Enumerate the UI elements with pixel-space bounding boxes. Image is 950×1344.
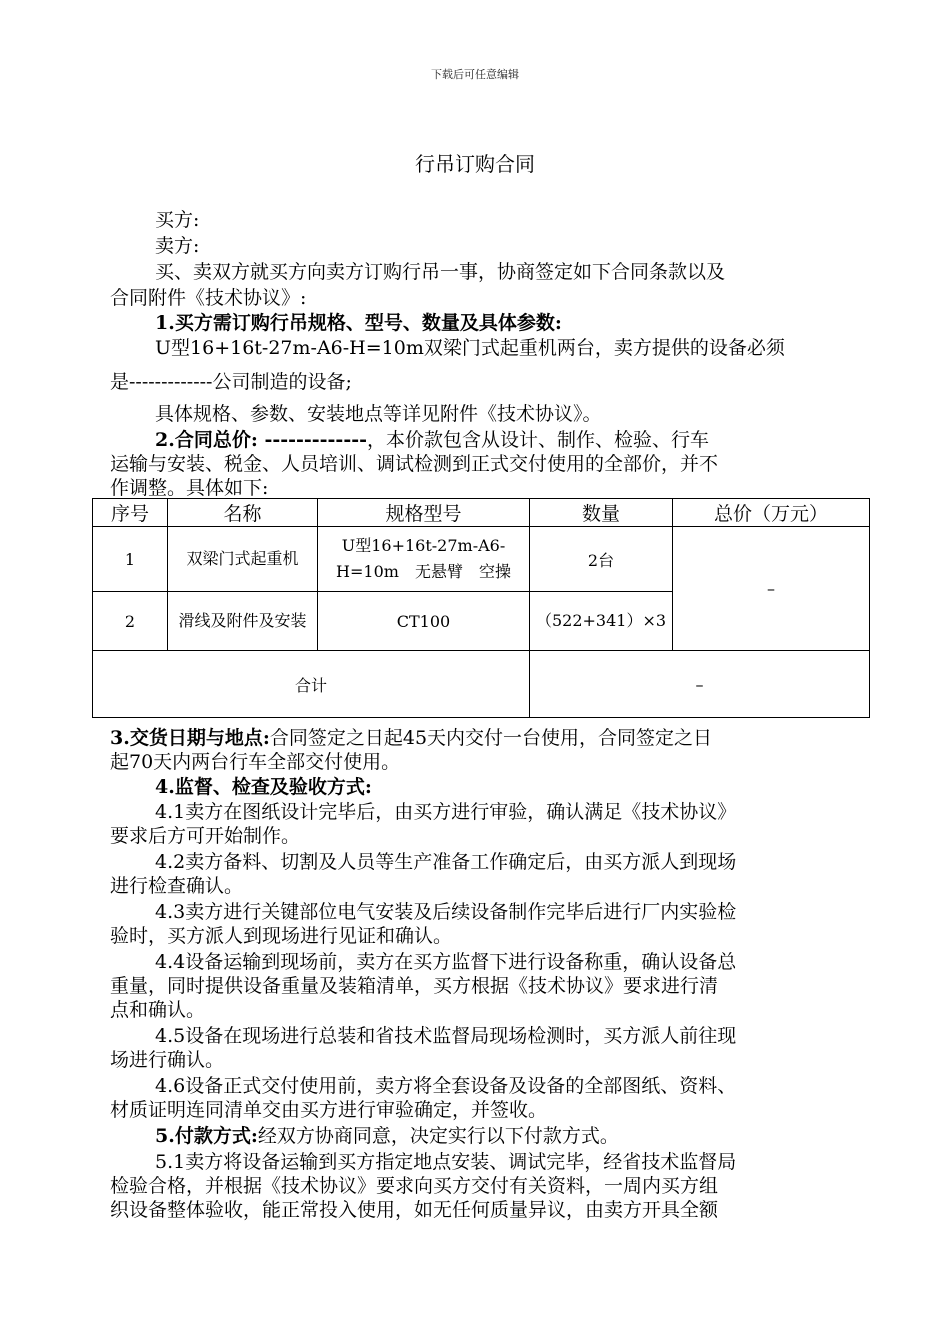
section-5-line-3: 织设备整体验收，能正常投入使用，如无任何质量异议，由卖方开具全额 [110,1199,719,1221]
section-1-line-2: 是-------------公司制造的设备; [110,371,352,393]
section-2-line-1: 运输与安装、税金、人员培训、调试检测到正式交付使用的全部价，并不 [110,453,719,475]
item-4-3-line-2: 验时，买方派人到现场进行见证和确认。 [110,925,453,947]
item-4-4-line-2: 重量，同时提供设备重量及装箱清单，买方根据《技术协议》要求进行清 [110,975,719,997]
price-table [92,498,870,718]
table-header-row [93,499,870,527]
intro-line-1: 买、卖双方就买方向卖方订购行吊一事，协商签定如下合同条款以及 [155,261,726,283]
table-sum-row [93,651,870,718]
header-name: 名称 [168,499,318,527]
item-4-4-line-1: 4.4设备运输到现场前，卖方在买方监督下进行设备称重，确认设备总 [155,951,737,973]
header-total: 总价（万元） [673,499,870,527]
row-spec: CT100 [318,592,530,651]
item-4-6-line-1: 4.6设备正式交付使用前，卖方将全套设备及设备的全部图纸、资料、 [155,1075,737,1097]
header-spec: 规格型号 [318,499,530,527]
section-3-heading: 3.交货日期与地点:合同签定之日起45天内交付一台使用，合同签定之日 [110,727,713,749]
page-title: 行吊订购合同 [415,152,535,176]
section-5-line-2: 检验合格，并根据《技术协议》要求向买方交付有关资料，一周内买方组 [110,1175,719,1197]
section-1-heading: 1.买方需订购行吊规格、型号、数量及具体参数: [155,312,562,334]
header-qty: 数量 [530,499,673,527]
row-no: 1 [93,527,168,592]
seller-label: 卖方: [155,235,200,257]
item-4-5-line-2: 场进行确认。 [110,1049,225,1071]
section-5-heading: 5.付款方式:经双方协商同意，决定实行以下付款方式。 [155,1125,619,1147]
row-spec: U型16+16t-27m-A6-H=10m 无悬臂 空操 [318,527,530,592]
section-3-line-1: 起70天内两台行车全部交付使用。 [110,751,401,773]
section-2-heading: 2.合同总价: -------------，本价款包含从设计、制作、检验、行车 [155,429,709,451]
sum-value: – [530,651,870,718]
item-4-1-line-2: 要求后方可开始制作。 [110,825,301,847]
table-row [93,527,870,592]
intro-line-2: 合同附件《技术协议》: [110,287,307,309]
row-qty: （522+341）×3 [530,592,673,651]
merged-total-price: – [673,527,870,651]
item-4-3-line-1: 4.3卖方进行关键部位电气安装及后续设备制作完毕后进行厂内实验检 [155,901,737,923]
header-no: 序号 [93,499,168,527]
section-1-line-3: 具体规格、参数、安装地点等详见附件《技术协议》。 [155,403,602,425]
item-4-2-line-1: 4.2卖方备料、切割及人员等生产准备工作确定后，由买方派人到现场 [155,851,737,873]
sum-label: 合计 [93,651,530,718]
section-5-line-1: 5.1卖方将设备运输到买方指定地点安装、调试完毕，经省技术监督局 [155,1151,737,1173]
section-4-heading: 4.监督、检查及验收方式: [155,776,372,798]
row-qty: 2台 [530,527,673,592]
row-name: 双梁门式起重机 [168,527,318,592]
item-4-4-line-3: 点和确认。 [110,999,206,1021]
item-4-1-line-1: 4.1卖方在图纸设计完毕后，由买方进行审验，确认满足《技术协议》 [155,801,737,823]
section-1-line-1: U型16+16t-27m-A6-H=10m双梁门式起重机两台，卖方提供的设备必须 [155,337,785,359]
buyer-label: 买方: [155,209,200,231]
item-4-2-line-2: 进行检查确认。 [110,875,244,897]
item-4-5-line-1: 4.5设备在现场进行总装和省技术监督局现场检测时，买方派人前往现 [155,1025,737,1047]
item-4-6-line-2: 材质证明连同清单交由买方进行审验确定，并签收。 [110,1099,548,1121]
row-name: 滑线及附件及安装 [168,592,318,651]
header-note: 下载后可任意编辑 [431,68,519,81]
section-2-line-2: 作调整。具体如下: [110,477,269,499]
row-no: 2 [93,592,168,651]
